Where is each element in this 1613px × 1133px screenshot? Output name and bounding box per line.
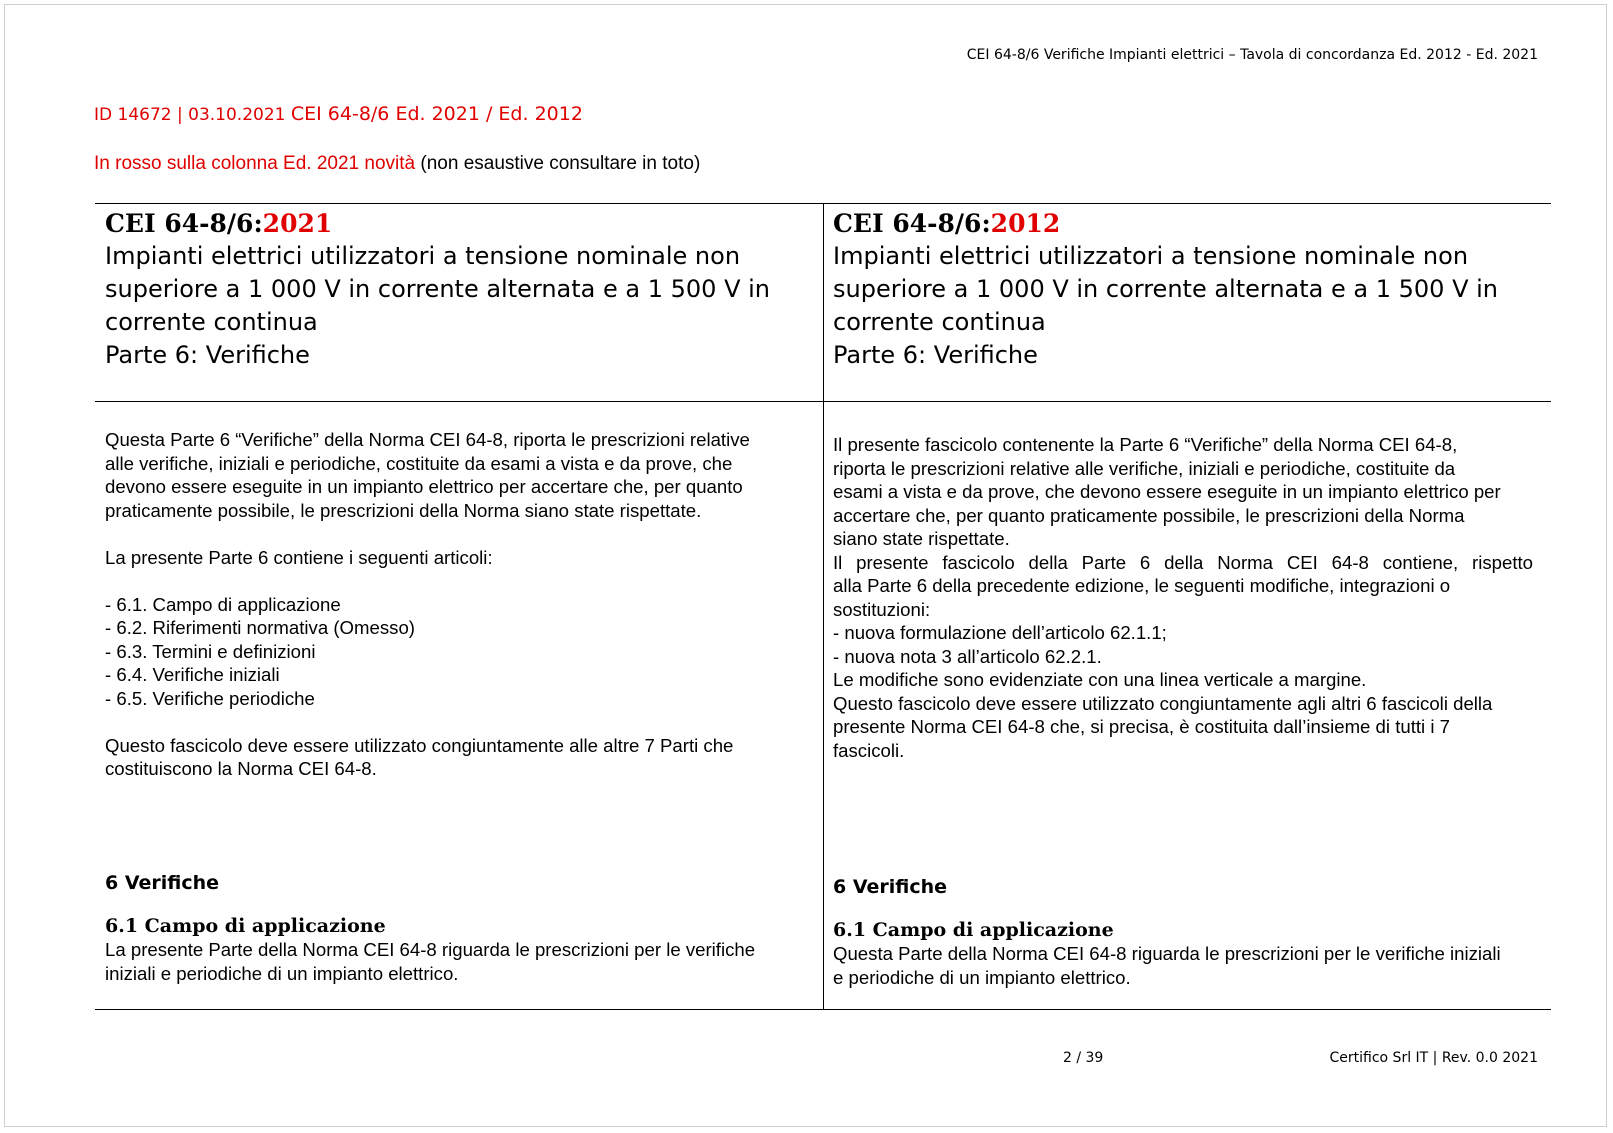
document-page: [4, 4, 1607, 1127]
standard-description-2012: Impianti elettrici utilizzatori a tensione nominale non superiore a 1 000 V in corrente alternata e a 1 500 V in corrente continua Parte 6: Verifiche: [833, 242, 1498, 369]
body-line: esami a vista e da prove, che devono essere eseguite in un impianto elettrico per: [833, 481, 1501, 502]
section-6-2021: [105, 871, 805, 985]
column-divider: [823, 204, 824, 1009]
document-id-prefix: ID 14672 | 03.10.2021: [94, 105, 291, 125]
body-line: riporta le prescrizioni relative alle verifiche, iniziali e periodiche, costituite da: [833, 457, 1456, 479]
body-line: Il presente fascicolo contenente la Parte 6 “Verifiche” della Norma CEI 64-8,: [833, 434, 1458, 455]
body-line: presente Norma CEI 64-8 che, si precisa, è costituita dall’insieme di tutti i 7: [833, 716, 1450, 737]
article-item: - 6.4. Verifiche iniziali: [105, 664, 280, 685]
legend-note-red: In rosso sulla colonna Ed. 2021 novità: [94, 153, 416, 174]
footer-publisher: Certifico Srl IT | Rev. 0.0 2021: [1329, 1050, 1538, 1066]
subsection-line: Questa Parte della Norma CEI 64-8 riguarda le prescrizioni per le verifiche iniziali: [833, 943, 1501, 964]
closing-line: costituiscono la Norma CEI 64-8.: [105, 758, 377, 779]
article-item: - 6.1. Campo di applicazione: [105, 593, 341, 615]
articles-intro: La presente Parte 6 contiene i seguenti articoli:: [105, 546, 493, 568]
page-number: 2 / 39: [1063, 1050, 1104, 1066]
row-divider: [95, 401, 1551, 402]
body-line: siano state rispettate.: [833, 528, 1010, 549]
subsection-title: 6.1 Campo di applicazione: [105, 915, 386, 937]
body-line: Il presente fascicolo della Parte 6 della Norma CEI 64-8 contiene, rispetto: [833, 551, 1533, 573]
subsection-title: 6.1 Campo di applicazione: [833, 919, 1114, 941]
comparison-table: [95, 203, 1551, 1010]
body-cell-2021: [105, 428, 805, 781]
body-line: Le modifiche sono evidenziate con una linea verticale a margine.: [833, 669, 1367, 690]
section-6-2012: [833, 875, 1533, 989]
body-line: fascicoli.: [833, 739, 905, 761]
body-cell-2012: [833, 433, 1533, 762]
running-header: CEI 64-8/6 Verifiche Impianti elettrici – Tavola di concordanza Ed. 2012 - Ed. 2021: [966, 47, 1538, 63]
legend-note: [94, 153, 700, 175]
standard-description-2021: Impianti elettrici utilizzatori a tensione nominale non superiore a 1 000 V in corrente alternata e a 1 500 V in corrente continua Parte 6: Verifiche: [105, 242, 770, 369]
body-line: - nuova nota 3 all’articolo 62.2.1.: [833, 645, 1102, 667]
body-line: accertare che, per quanto praticamente possibile, le prescrizioni della Norma: [833, 504, 1465, 526]
intro-line: devono essere eseguite in un impianto elettrico per accertare che, per quanto: [105, 476, 743, 497]
standard-title-2021: CEI 64-8/6:2021: [105, 209, 333, 238]
body-line: Questo fascicolo deve essere utilizzato congiuntamente agli altri 6 fascicoli della: [833, 692, 1493, 714]
subsection-line: e periodiche di un impianto elettrico.: [833, 966, 1131, 988]
intro-line: Questa Parte 6 “Verifiche” della Norma CEI 64-8, riporta le prescrizioni relative: [105, 429, 750, 450]
header-cell-2021: [105, 209, 805, 372]
section-title: 6 Verifiche: [833, 876, 948, 898]
body-line: - nuova formulazione dell’articolo 62.1.1;: [833, 622, 1167, 643]
subsection-line: iniziali e periodiche di un impianto elettrico.: [105, 962, 459, 984]
body-line: sostituzioni:: [833, 598, 931, 620]
legend-note-black: (non esaustive consultare in toto): [415, 153, 701, 174]
edition-year-2012: 2012: [990, 209, 1061, 238]
document-id-main: CEI 64-8/6 Ed. 2021 / Ed. 2012: [290, 103, 583, 125]
document-id: [94, 103, 583, 125]
article-item: - 6.2. Riferimenti normativa (Omesso): [105, 617, 415, 638]
article-item: - 6.3. Termini e definizioni: [105, 640, 316, 662]
intro-line: alle verifiche, iniziali e periodiche, costituite da esami a vista e da prove, che: [105, 452, 733, 474]
header-cell-2012: [833, 209, 1533, 372]
article-item: - 6.5. Verifiche periodiche: [105, 687, 315, 709]
closing-line: Questo fascicolo deve essere utilizzato congiuntamente alle altre 7 Parti che: [105, 734, 734, 756]
section-title: 6 Verifiche: [105, 872, 220, 894]
subsection-line: La presente Parte della Norma CEI 64-8 riguarda le prescrizioni per le verifiche: [105, 939, 756, 960]
body-line: alla Parte 6 della precedente edizione, le seguenti modifiche, integrazioni o: [833, 575, 1451, 596]
edition-year-2021: 2021: [262, 209, 333, 238]
intro-line: praticamente possibile, le prescrizioni della Norma siano state rispettate.: [105, 499, 702, 521]
standard-title-2012: CEI 64-8/6:2012: [833, 209, 1061, 238]
